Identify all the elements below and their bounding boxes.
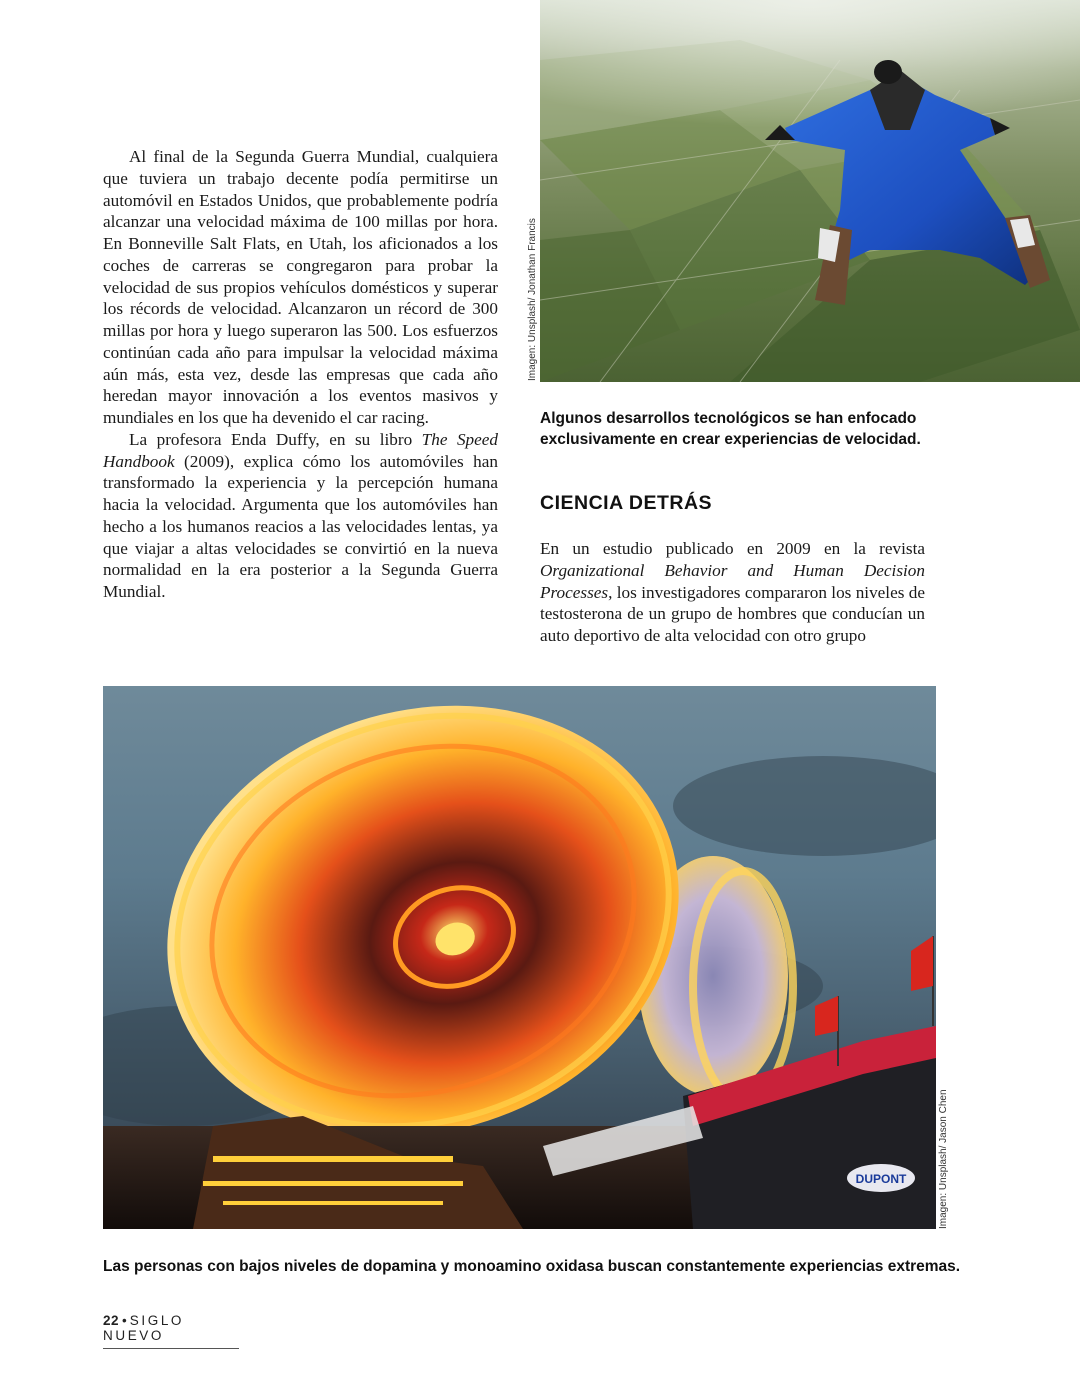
text-run: En un estudio publicado en 2009 en la revista — [540, 539, 925, 558]
text-run: La profesora Enda Duffy, en su libro — [129, 429, 422, 449]
photo-caption: Algunos desarrollos tecnológicos se han enfocado exclusivamente en crear experiencias de velocidad. — [540, 410, 921, 448]
wingsuit-photo — [540, 0, 1080, 382]
paragraph: Al final de la Segunda Guerra Mundial, cualquiera que tuviera un trabajo decente podía permitirse un automóvil en Estados Unidos, que probablemente podría alcanzar una velocidad máxima de 100 millas por hora. En Bonneville Salt Flats, en Utah, los aficionados a los coches de carreras se congregaron para probar la velocidad de sus propios vehículos domésticos y superar los récords de velocidad. Alcanzaron un récord de 300 millas por hora y luego superaron las 500. Los esfuerzos continúan cada año para impulsar la velocidad máxima aún más, esta vez, desde las empresas que cada año heredan mayor innovación a los eventos masivos y mundiales en los que ha devenido el car racing. — [103, 147, 498, 427]
wingsuit-illustration — [540, 0, 1080, 382]
separator: • — [122, 1313, 127, 1328]
carnival-illustration — [103, 686, 936, 1229]
paragraph — [540, 538, 925, 647]
paragraph — [103, 429, 498, 603]
carnival-photo — [103, 686, 936, 1229]
magazine-name: SIGLO NUEVO — [103, 1313, 185, 1343]
page-number: 22 — [103, 1313, 120, 1328]
book-title: The Speed Handbook — [103, 429, 498, 471]
right-column-text — [540, 538, 925, 647]
photo-caption: Las personas con bajos niveles de dopamina y monoamino oxidasa buscan constantemente experiencias extremas. — [103, 1258, 961, 1275]
dupont-sign: DUPONT — [855, 1172, 907, 1186]
left-column-text — [103, 146, 498, 603]
text-run: (2009), explica cómo los automóviles han transformado la experiencia y la percepción humana hacia la velocidad. Argumenta que los automóviles han hecho a los humanos reacios a las velocidades lentas, ya que viajar a altas velocidades se convirtió en la nueva normalidad en la era posterior a la Segunda Guerra Mundial. — [103, 451, 498, 601]
text-run: , los investigadores compararon los niveles de testosterona de un grupo de hombres que conducían un auto deportivo de alta velocidad con otro grupo — [540, 582, 925, 645]
section-heading: CIENCIA DETRÁS — [540, 492, 713, 514]
photo-credit: Imagen: Unsplash/ Jonathan Francis — [527, 218, 538, 381]
journal-title: Organizational Behavior and Human Decision Processes — [540, 560, 925, 602]
photo-credit: Imagen: Unsplash/ Jason Chen — [938, 1089, 949, 1229]
page-footer — [103, 1313, 239, 1349]
